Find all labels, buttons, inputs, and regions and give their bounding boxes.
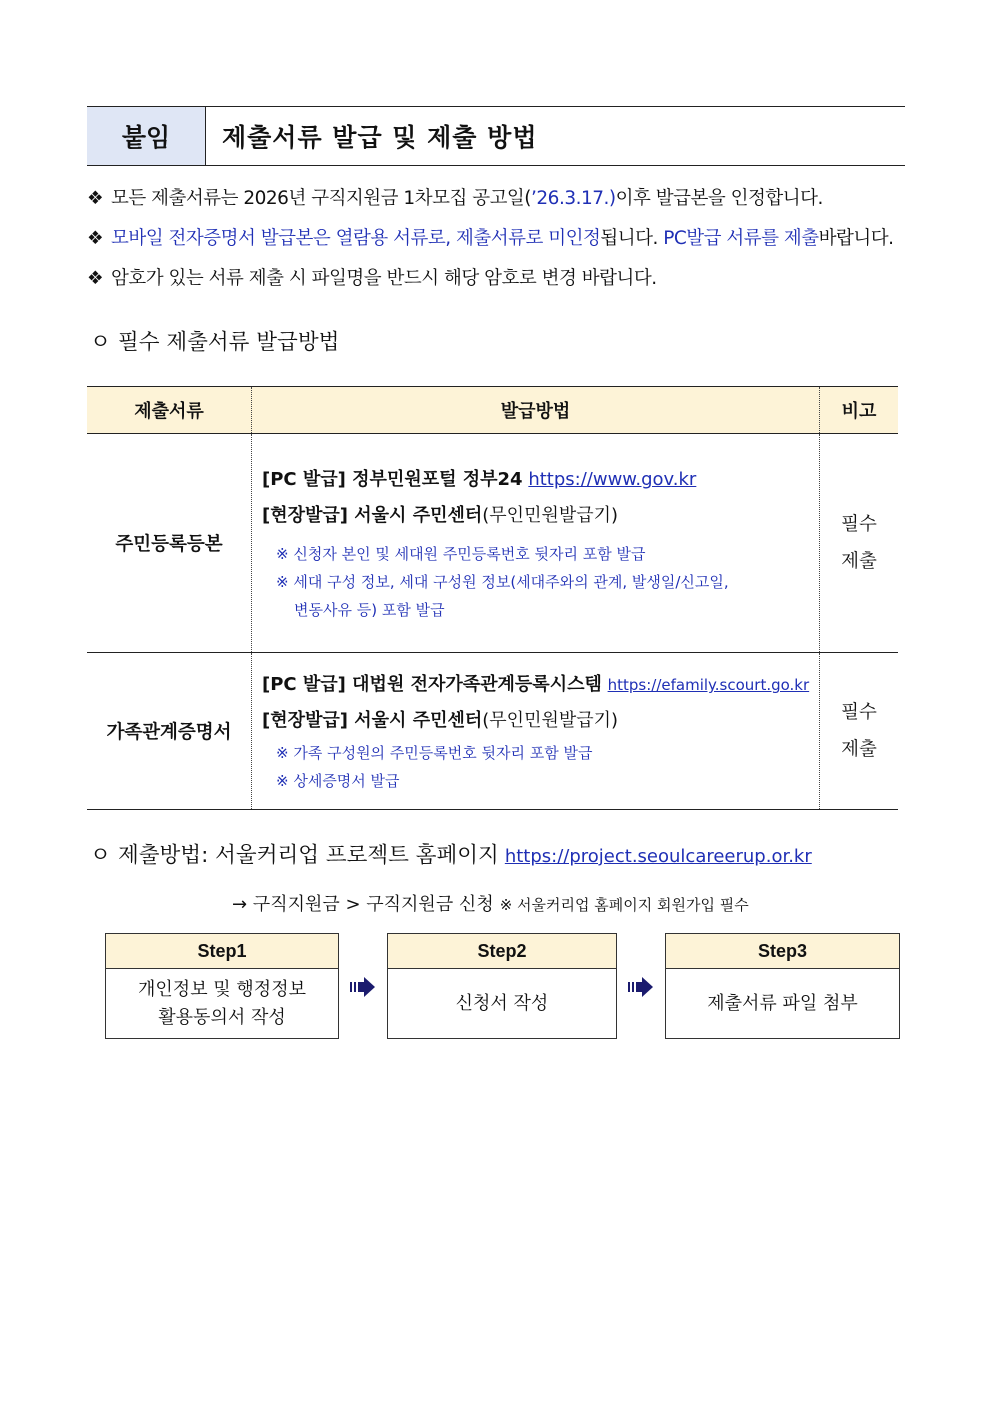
remark-cell: 필수 제출	[820, 434, 899, 653]
step-description: 제출서류 파일 첨부	[707, 993, 858, 1014]
menu-path: → 구직지원금 > 구직지원금 신청 ※ 서울커리업 홈페이지 회원가입 필수	[232, 894, 749, 915]
table-header-row	[87, 387, 898, 434]
circle-bullet-icon: ㅇ	[90, 843, 111, 868]
required-documents-table	[87, 386, 898, 810]
issue-note: ※ 상세증명서 발급	[276, 772, 400, 790]
section-heading-submission: ㅇ 제출방법: 서울커리업 프로젝트 홈페이지 https://project.seoulcareerup.or.kr	[90, 838, 812, 869]
membership-note: ※ 서울커리업 홈페이지 회원가입 필수	[499, 896, 749, 914]
column-header-remark: 비고	[820, 387, 899, 434]
right-arrow-icon	[628, 974, 654, 1000]
announcement-date: ’26.3.17.	[531, 188, 609, 209]
step-description: 신청서 작성	[455, 993, 549, 1014]
diamond-bullet-icon: ❖	[87, 228, 104, 249]
table-row	[87, 434, 898, 653]
column-header-document: 제출서류	[87, 387, 252, 434]
notice-item-2: ❖ 모바일 전자증명서 발급본은 열람용 서류로, 제출서류로 미인정됩니다. PC발급 서류를 제출바랍니다.	[87, 223, 927, 263]
efamily-link[interactable]: https://efamily.scourt.go.kr	[607, 676, 810, 694]
column-header-method: 발급방법	[252, 387, 820, 434]
notice-item-3: ❖ 암호가 있는 서류 제출 시 파일명을 반드시 해당 암호로 변경 바랍니다.	[87, 263, 927, 303]
step-label: Step3	[666, 934, 899, 969]
right-arrow-icon	[350, 974, 376, 1000]
document-name: 주민등록등본	[87, 434, 252, 653]
issue-note: ※ 가족 구성원의 주민등록번호 뒷자리 포함 발급	[276, 744, 593, 762]
step-label: Step1	[106, 934, 338, 969]
step-description: 개인정보 및 행정정보 활용동의서 작성	[138, 979, 306, 1028]
table-row	[87, 653, 898, 810]
notice-item-1: ❖ 모든 제출서류는 2026년 구직지원금 1차모집 공고일(’26.3.17.)이후 발급본을 인정합니다.	[87, 183, 927, 223]
page-header	[87, 106, 905, 166]
remark-cell: 필수 제출	[820, 653, 899, 810]
attachment-tag: 붙임	[87, 107, 206, 165]
step-label: Step2	[388, 934, 616, 969]
issue-note: ※ 세대 구성 정보, 세대 구성원 정보(세대주와의 관계, 발생일/신고일,	[276, 573, 729, 591]
gov24-link[interactable]: https://www.gov.kr	[528, 469, 697, 490]
notice-list	[87, 183, 927, 303]
diamond-bullet-icon: ❖	[87, 188, 104, 209]
issue-note: 변동사유 등) 포함 발급	[294, 601, 445, 619]
step-box-1	[105, 933, 339, 1039]
issue-method-cell: [PC 발급] 대법원 전자가족관계등록시스템 https://efamily.scourt.go.kr [현장발급] 서울시 주민센터(무인민원발급기) ※ 가족 구성원의 주민등록번호 뒷자리 포함 발급 ※ 상세증명서 발급	[252, 653, 820, 810]
step-box-2	[387, 933, 617, 1039]
section-heading-required-docs: ㅇ 필수 제출서류 발급방법	[90, 325, 339, 356]
circle-bullet-icon: ㅇ	[90, 330, 111, 355]
diamond-bullet-icon: ❖	[87, 268, 104, 289]
issue-method-cell: [PC 발급] 정부민원포털 정부24 https://www.gov.kr [현장발급] 서울시 주민센터(무인민원발급기) ※ 신청자 본인 및 세대원 주민등록번호 뒷자리 포함 발급 ※ 세대 구성 정보, 세대 구성원 정보(세대주와의 관계, 발생일/신고일, 변동사유 등) 포함 발급	[252, 434, 820, 653]
issue-note: ※ 신청자 본인 및 세대원 주민등록번호 뒷자리 포함 발급	[276, 545, 646, 563]
document-name: 가족관계증명서	[87, 653, 252, 810]
seoulcareerup-link[interactable]: https://project.seoulcareerup.or.kr	[504, 846, 812, 867]
page-title: 제출서류 발급 및 제출 방법	[222, 123, 538, 152]
step-box-3	[665, 933, 900, 1039]
